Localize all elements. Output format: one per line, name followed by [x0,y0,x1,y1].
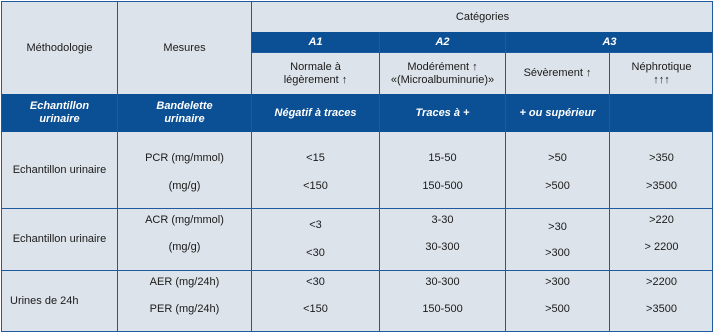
row-acr-a3-severe-mmol: >30 [548,221,567,233]
row-24h-a2-per: 150-500 [422,303,463,315]
row-24h-a3-nephrotic-aer: >2200 [646,276,677,288]
header-categories [251,2,713,32]
row-pcr-a3-severe [505,132,609,208]
bandelette-a1-label: Négatif à traces [274,106,357,119]
row-pcr-a2-mmol: 15-50 [428,152,457,164]
header-mesures-label: Mesures [163,41,206,54]
row-acr-a3-severe-mg: >300 [545,247,570,259]
row-pcr-a3-nephrotic-mmol: >350 [649,152,674,164]
header-mesures [117,2,251,94]
category-a1 [251,32,379,52]
row-24h-mesure-1: AER (mg/24h) [149,276,220,288]
row-acr-a1 [251,208,379,270]
row-pcr-methodologie [2,132,117,208]
bandelette-mesures-label: Bandelette urinaire [156,100,213,125]
albuminuria-categories-table [1,1,713,332]
description-a2 [379,52,505,94]
category-a1-label: A1 [308,35,323,48]
row-acr-mesure-2: (mg/g) [168,241,201,253]
bandelette-a1 [251,94,379,132]
description-a3-severe-label: Sévèrement ↑ [523,67,592,79]
row-24h-a3-severe [505,270,609,332]
row-pcr-a2 [379,132,505,208]
row-pcr-a3-severe-mmol: >50 [548,152,567,164]
row-24h-a1 [251,270,379,332]
row-pcr-methodologie-label: Echantillon urinaire [12,163,107,176]
row-24h-a3-nephrotic-per: >3500 [646,303,677,315]
row-pcr-a1-mmol: <15 [306,152,325,164]
bandelette-methodologie [2,94,117,132]
bandelette-mesures [117,94,251,132]
row-acr-a3-severe [505,208,609,270]
row-acr-a3-nephrotic [609,208,713,270]
bandelette-a2-label: Traces à + [415,106,470,119]
header-categories-label: Catégories [455,10,510,23]
row-acr-mesure-1: ACR (mg/mmol) [145,214,224,226]
bandelette-a3-severe-label: + ou supérieur [519,106,596,119]
row-acr-a3-nephrotic-mmol: >220 [649,214,674,226]
row-acr-a2-mg: 30-300 [425,241,460,253]
row-pcr-mesure-2: (mg/g) [168,180,201,192]
row-acr-a1-mg: <30 [306,247,325,259]
row-24h-a3-severe-aer: >300 [545,276,570,288]
header-methodologie-label: Méthodologie [26,41,93,54]
row-acr-a2 [379,208,505,270]
row-pcr-a1-mg: <150 [303,180,328,192]
row-pcr-a3-nephrotic-mg: >3500 [646,180,677,192]
row-acr-a2-mmol: 3-30 [431,214,454,226]
row-acr-a1-mmol: <3 [309,219,322,231]
category-a3 [505,32,713,52]
row-pcr-a3-severe-mg: >500 [545,180,570,192]
row-acr-methodologie-label: Echantillon urinaire [12,233,107,245]
row-24h-a3-severe-per: >500 [545,303,570,315]
row-24h-methodologie [2,270,117,332]
row-acr-mesures [117,208,251,270]
row-24h-a3-nephrotic [609,270,713,332]
description-a3-nephrotic-label: Néphrotique ↑↑↑ [631,60,692,86]
description-a3-nephrotic [609,52,713,94]
row-pcr-mesure-1: PCR (mg/mmol) [145,152,224,164]
row-pcr-mesures [117,132,251,208]
description-a3-severe [505,52,609,94]
row-24h-a1-per: <150 [303,303,328,315]
description-a1 [251,52,379,94]
row-pcr-a3-nephrotic [609,132,713,208]
row-acr-methodologie [2,208,117,270]
row-24h-a1-aer: <30 [306,276,325,288]
row-acr-a3-nephrotic-mg: > 2200 [644,241,679,253]
bandelette-a3-severe [505,94,609,132]
category-a2-label: A2 [435,35,450,48]
row-24h-mesure-2: PER (mg/24h) [149,303,220,315]
description-a2-label: Modérément ↑ «(Microalbuminurie)» [390,60,495,86]
row-24h-mesures [117,270,251,332]
description-a1-label: Normale à légèrement ↑ [283,60,348,86]
row-24h-a2 [379,270,505,332]
bandelette-methodologie-label: Echantillon urinaire [29,100,90,125]
row-pcr-a2-mg: 150-500 [422,180,463,192]
bandelette-a2 [379,94,505,132]
row-24h-methodologie-label: Urines de 24h [10,295,79,307]
header-methodologie [2,2,117,94]
bandelette-a3-nephrotic [609,94,713,132]
row-pcr-a1 [251,132,379,208]
category-a3-label: A3 [602,35,617,48]
category-a2 [379,32,505,52]
row-24h-a2-aer: 30-300 [425,276,460,288]
